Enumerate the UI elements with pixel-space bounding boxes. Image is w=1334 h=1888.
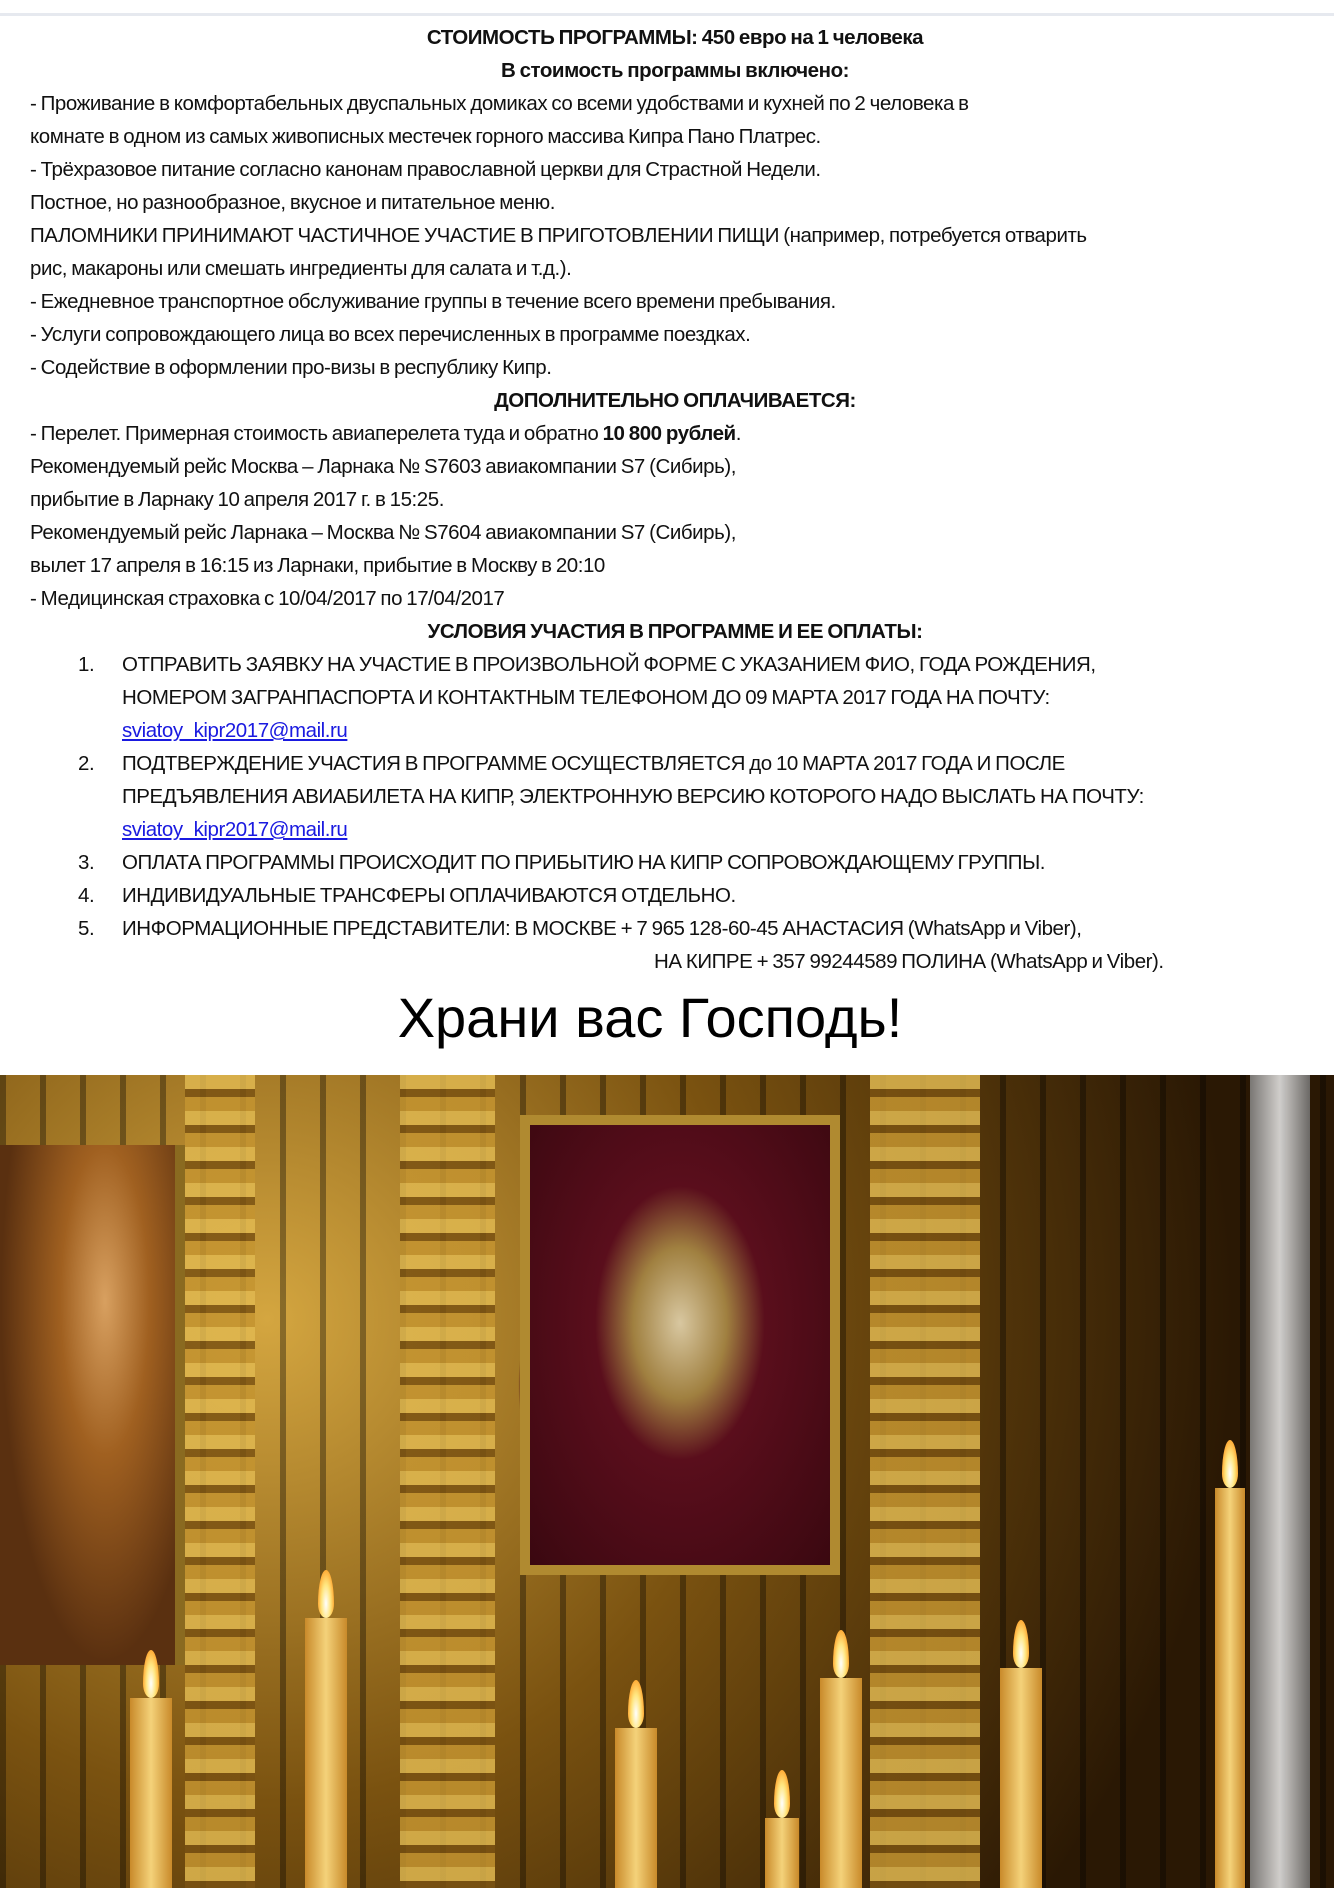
included-line: - Проживание в комфортабельных двуспальных домиках со всеми удобствами и кухней по 2 человека в bbox=[30, 92, 969, 115]
condition-text: НОМЕРОМ ЗАГРАНПАСПОРТА И КОНТАКТНЫМ ТЕЛЕФОНОМ ДО 09 МАРТА 2017 ГОДА НА ПОЧТУ: bbox=[122, 686, 1050, 709]
included-line: Постное, но разнообразное, вкусное и питательное меню. bbox=[30, 191, 555, 214]
candle bbox=[130, 1698, 172, 1888]
program-document bbox=[30, 21, 1320, 978]
condition-item bbox=[78, 912, 1320, 978]
angel-icon-painting bbox=[0, 1145, 185, 1665]
extra-line: Рекомендуемый рейс Москва – Ларнака № S7603 авиакомпании S7 (Сибирь), bbox=[30, 455, 736, 478]
extra-line: Рекомендуемый рейс Ларнака – Москва № S7604 авиакомпании S7 (Сибирь), bbox=[30, 521, 736, 544]
item-number: 4. bbox=[78, 884, 95, 907]
condition-item bbox=[78, 879, 1320, 912]
candle-flame bbox=[628, 1680, 644, 1728]
condition-text: ОПЛАТА ПРОГРАММЫ ПРОИСХОДИТ ПО ПРИБЫТИЮ НА КИПР СОПРОВОЖДАЮЩЕМУ ГРУППЫ. bbox=[122, 851, 1046, 874]
condition-item bbox=[78, 648, 1320, 747]
condition-text: ПОДТВЕРЖДЕНИЕ УЧАСТИЯ В ПРОГРАММЕ ОСУЩЕСТВЛЯЕТСЯ до 10 МАРТА 2017 ГОДА И ПОСЛЕ bbox=[122, 752, 1065, 775]
condition-text: НА КИПРЕ + 357 99244589 ПОЛИНА (WhatsApp и Viber). bbox=[654, 950, 1164, 973]
candle-flame bbox=[833, 1630, 849, 1678]
condition-item bbox=[78, 747, 1320, 846]
flight-price: 10 800 рублей bbox=[602, 422, 736, 445]
candle-flame bbox=[1222, 1440, 1238, 1488]
candle bbox=[1000, 1668, 1042, 1888]
included-line: - Услуги сопровождающего лица во всех перечисленных в программе поездках. bbox=[30, 323, 751, 346]
item-number: 2. bbox=[78, 752, 95, 775]
candle bbox=[765, 1818, 799, 1888]
condition-text: ПРЕДЪЯВЛЕНИЯ АВИАБИЛЕТА НА КИПР, ЭЛЕКТРОННУЮ ВЕРСИЮ КОТОРОГО НАДО ВЫСЛАТЬ НА ПОЧТУ: bbox=[122, 785, 1144, 808]
candle-flame bbox=[1013, 1620, 1029, 1668]
condition-text: ИНДИВИДУАЛЬНЫЕ ТРАНСФЕРЫ ОПЛАЧИВАЮТСЯ ОТДЕЛЬНО. bbox=[122, 884, 736, 907]
cost-heading: СТОИМОСТЬ ПРОГРАММЫ: 450 евро на 1 человека bbox=[426, 26, 924, 49]
candle-flame bbox=[774, 1770, 790, 1818]
extra-heading: ДОПОЛНИТЕЛЬНО ОПЛАЧИВАЕТСЯ: bbox=[494, 389, 856, 412]
condition-text: ИНФОРМАЦИОННЫЕ ПРЕДСТАВИТЕЛИ: В МОСКВЕ + 7 965 128-60-45 АНАСТАСИЯ (WhatsApp и Viber), bbox=[122, 917, 1082, 940]
flight-line bbox=[30, 417, 1320, 450]
candle bbox=[1215, 1488, 1245, 1888]
flight-suffix: . bbox=[735, 422, 741, 445]
email-link[interactable]: sviatoy_kipr2017@mail.ru bbox=[122, 719, 348, 742]
email-link[interactable]: sviatoy_kipr2017@mail.ru bbox=[122, 818, 348, 841]
included-line: ПАЛОМНИКИ ПРИНИМАЮТ ЧАСТИЧНОЕ УЧАСТИЕ В ПРИГОТОВЛЕНИИ ПИЩИ (например, потребуется отварить bbox=[30, 224, 1087, 247]
conditions-heading: УСЛОВИЯ УЧАСТИЯ В ПРОГРАММЕ И ЕЕ ОПЛАТЫ: bbox=[427, 620, 923, 643]
included-heading: В стоимость программы включено: bbox=[500, 59, 850, 82]
extra-line: прибытие в Ларнаку 10 апреля 2017 г. в 15:25. bbox=[30, 488, 444, 511]
condition-item bbox=[78, 846, 1320, 879]
blessing-title: Храни вас Господь! bbox=[397, 986, 903, 1049]
conditions-list bbox=[30, 648, 1320, 978]
flight-text: - Перелет. Примерная стоимость авиаперелета туда и обратно bbox=[30, 422, 603, 445]
item-number: 3. bbox=[78, 851, 95, 874]
candle bbox=[615, 1728, 657, 1888]
item-number: 5. bbox=[78, 917, 95, 940]
gilded-column bbox=[870, 1075, 980, 1888]
extra-line: - Медицинская страховка с 10/04/2017 по 17/04/2017 bbox=[30, 587, 505, 610]
gilded-column bbox=[185, 1075, 255, 1888]
theotokos-icon-panel bbox=[520, 1115, 840, 1575]
candle bbox=[820, 1678, 862, 1888]
condition-text: ОТПРАВИТЬ ЗАЯВКУ НА УЧАСТИЕ В ПРОИЗВОЛЬНОЙ ФОРМЕ С УКАЗАНИЕМ ФИО, ГОДА РОЖДЕНИЯ, bbox=[122, 653, 1096, 676]
included-line: - Трёхразовое питание согласно канонам православной церкви для Страстной Недели. bbox=[30, 158, 821, 181]
included-line: - Ежедневное транспортное обслуживание группы в течение всего времени пребывания. bbox=[30, 290, 836, 313]
candle-flame bbox=[318, 1570, 334, 1618]
candle bbox=[305, 1618, 347, 1888]
gilded-column bbox=[400, 1075, 495, 1888]
included-line: - Содействие в оформлении про-визы в республику Кипр. bbox=[30, 356, 552, 379]
silver-column bbox=[1250, 1075, 1310, 1888]
included-line: рис, макароны или смешать ингредиенты для салата и т.д.). bbox=[30, 257, 572, 280]
extra-line: вылет 17 апреля в 16:15 из Ларнаки, прибытие в Москву в 20:10 bbox=[30, 554, 605, 577]
item-number: 1. bbox=[78, 653, 95, 676]
top-divider bbox=[0, 13, 1334, 16]
included-line: комнате в одном из самых живописных местечек горного массива Кипра Пано Платрес. bbox=[30, 125, 821, 148]
church-iconostasis-photo bbox=[0, 1075, 1334, 1888]
